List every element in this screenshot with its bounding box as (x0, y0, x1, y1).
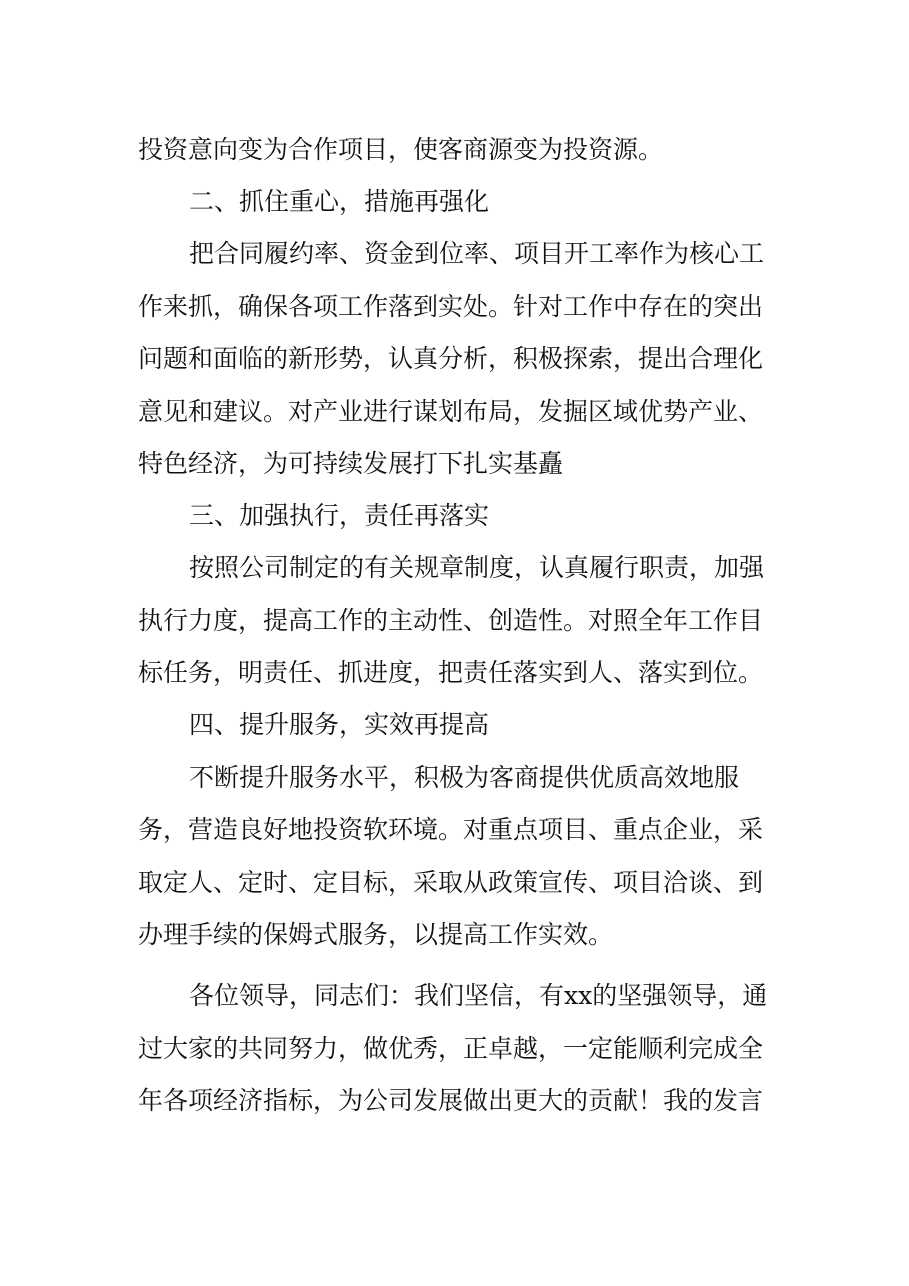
section-heading: 二、抓住重心，措施再强化 (189, 187, 490, 216)
text-line: 务，营造良好地投资软环境。对重点项目、重点企业，采 (138, 815, 764, 844)
text-line: 年各项经济指标，为公司发展做出更大的贡献！我的发言 (138, 1086, 764, 1115)
text-line: 取定人、定时、定目标，采取从政策宣传、项目洽谈、到 (138, 868, 764, 897)
section-heading: 三、加强执行，责任再落实 (189, 501, 490, 530)
text-line: 不断提升服务水平，积极为客商提供优质高效地服 (189, 763, 740, 792)
text-line: 特色经济，为可持续发展打下扎实基矗 (138, 449, 564, 478)
text-line: 执行力度，提高工作的主动性、创造性。对照全年工作目 (138, 606, 764, 635)
text-line: 过大家的共同努力，做优秀，正卓越，一定能顺利完成全 (138, 1034, 764, 1063)
text-line: 把合同履约率、资金到位率、项目开工率作为核心工 (189, 239, 765, 268)
text-line: 办理手续的保姆式服务，以提高工作实效。 (138, 920, 614, 949)
section-heading: 四、提升服务，实效再提高 (189, 710, 490, 739)
text-line: 投资意向变为合作项目，使客商源变为投资源。 (138, 135, 664, 164)
text-line: 按照公司制定的有关规章制度，认真履行职责，加强 (189, 553, 765, 582)
text-line: 标任务，明责任、抓进度，把责任落实到人、落实到位。 (138, 658, 764, 687)
text-line: 作来抓，确保各项工作落到实处。针对工作中存在的突出 (138, 292, 764, 321)
text-line: 意见和建议。对产业进行谋划布局，发掘区域优势产业、 (138, 397, 764, 426)
text-line: 问题和面临的新形势，认真分析，积极探索，提出合理化 (138, 344, 764, 373)
text-line: 各位领导，同志们：我们坚信，有xx的坚强领导，通 (189, 981, 768, 1010)
